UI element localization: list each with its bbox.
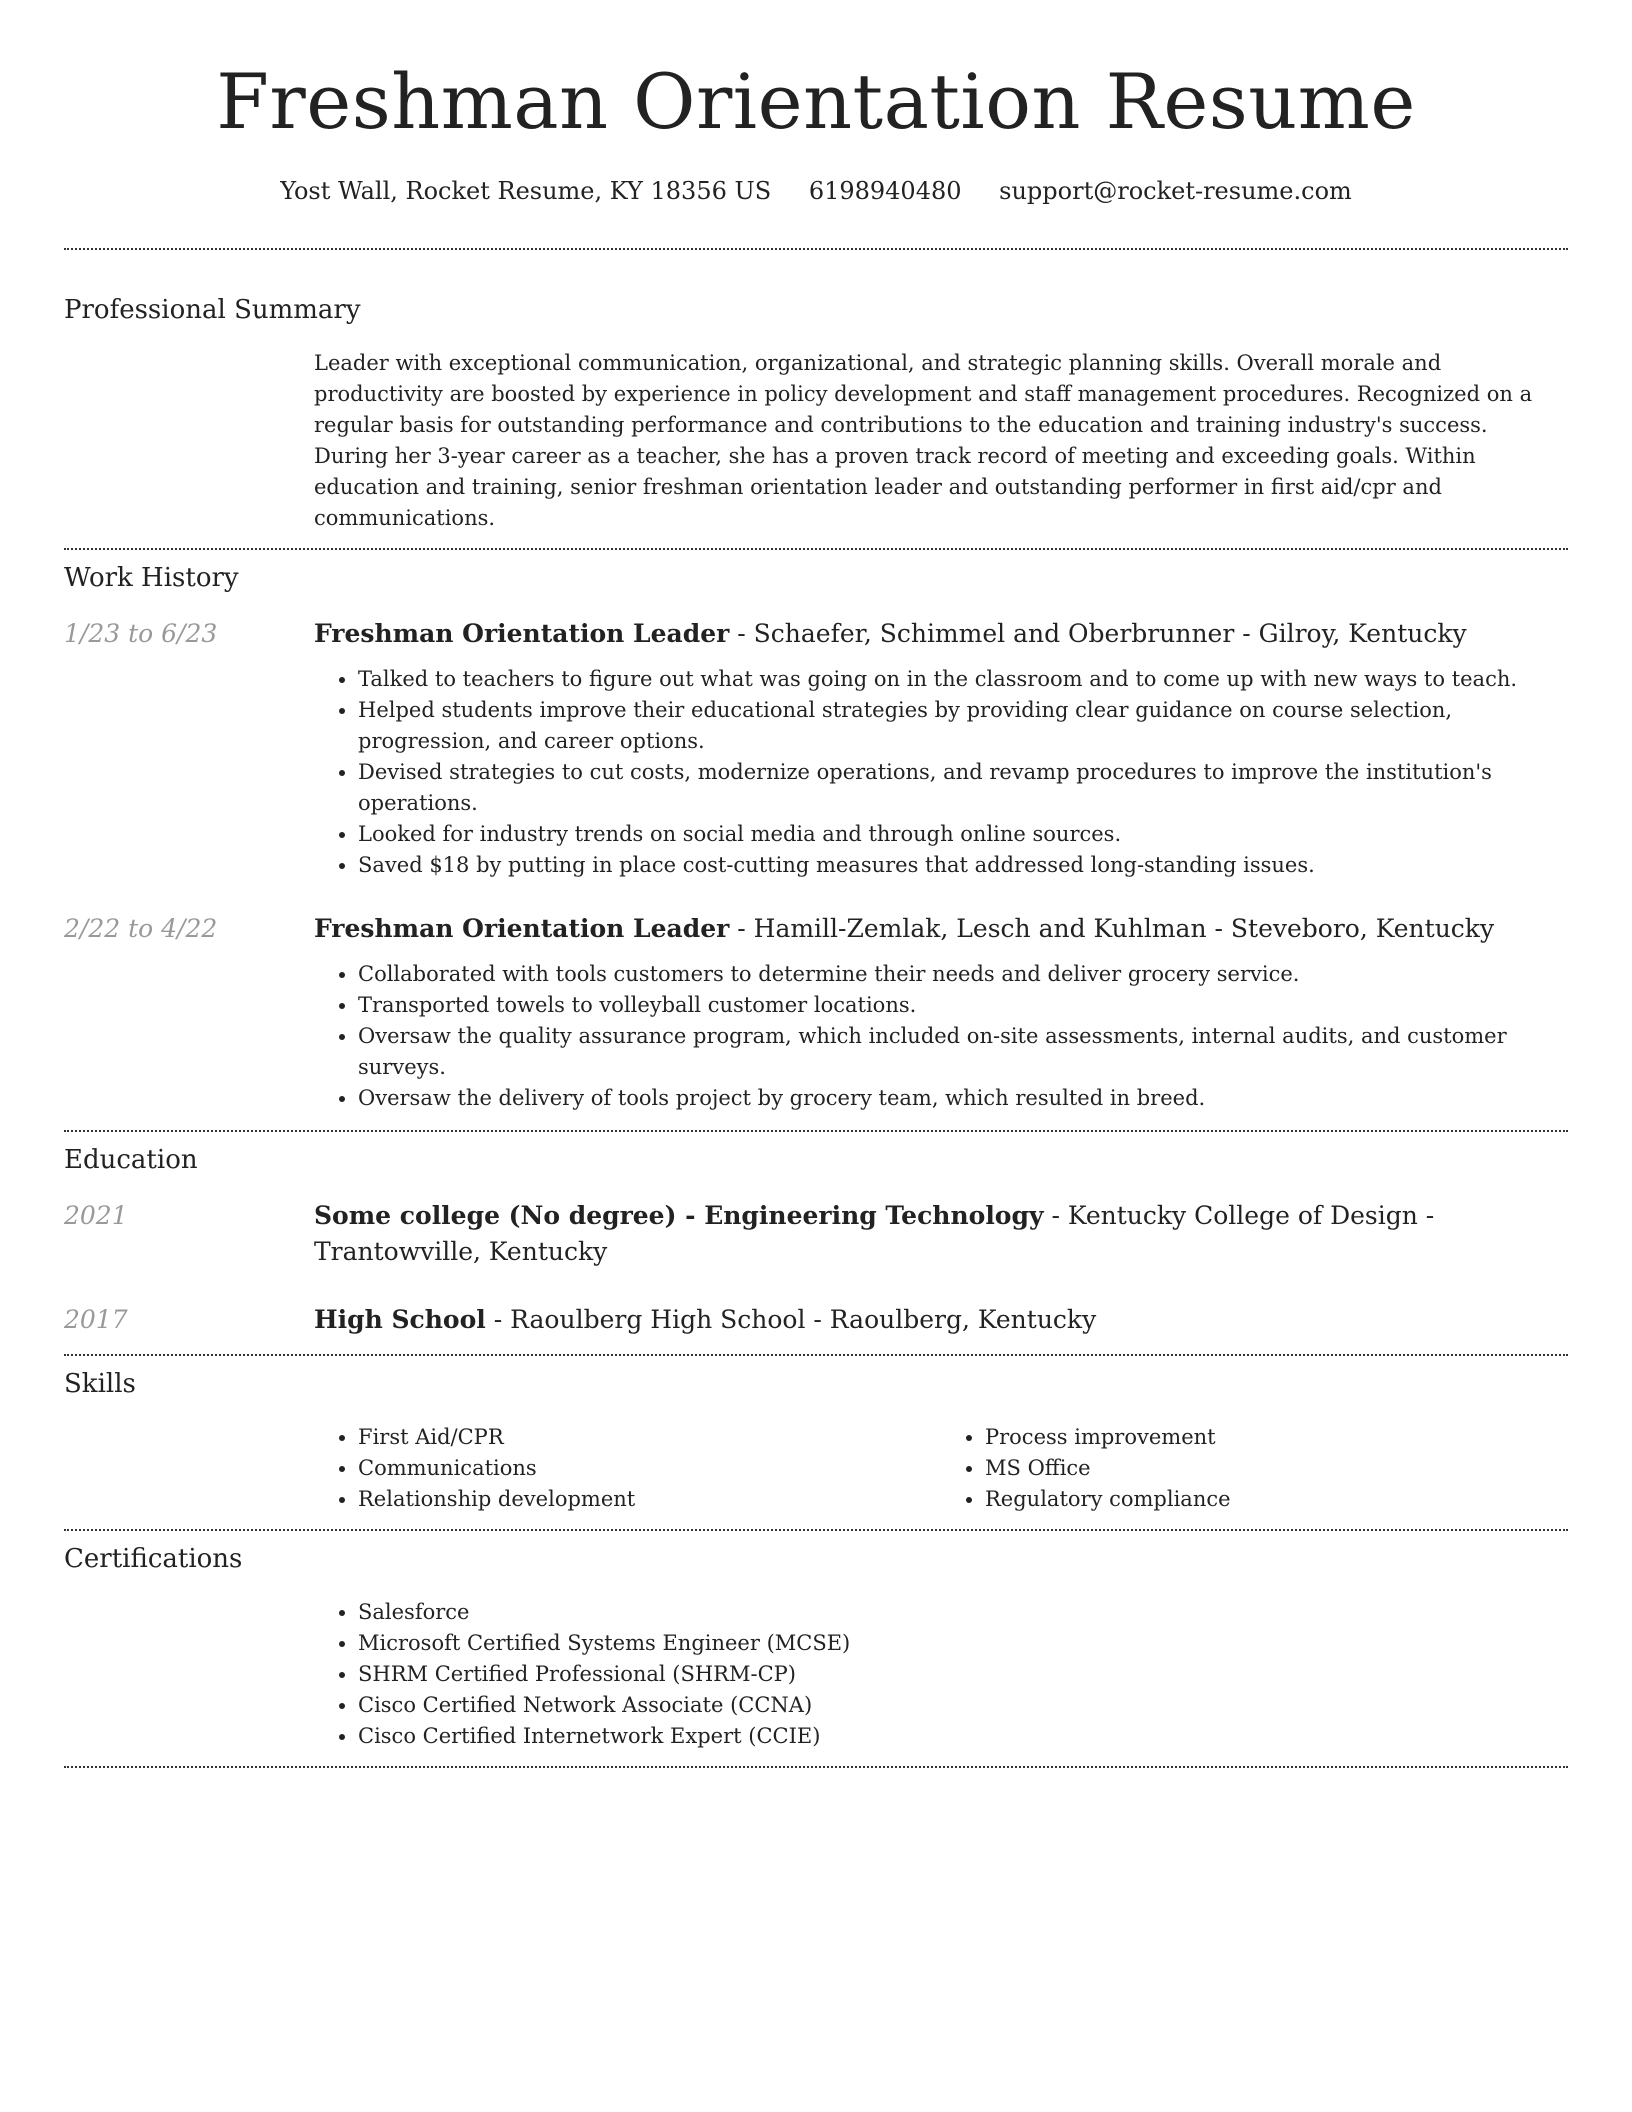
- certification-item: • Microsoft Certified Systems Engineer (MCSE): [358, 1628, 1568, 1659]
- list-item: • Oversaw the delivery of tools project by grocery team, which resulted in breed.: [358, 1083, 1568, 1114]
- certifications-list: [314, 1597, 1568, 1752]
- job-role: Freshman Orientation Leader: [314, 914, 730, 943]
- skills-section: [64, 1366, 1568, 1515]
- list-item: • Talked to teachers to figure out what was going on in the classroom and to come up with new ways to teach.: [358, 664, 1568, 695]
- divider: [64, 248, 1568, 250]
- certification-item: • Cisco Certified Internetwork Expert (CCIE): [358, 1721, 1568, 1752]
- education-entry: [64, 1198, 1568, 1270]
- certifications-section: [64, 1541, 1568, 1752]
- job-dates: 2/22 to 4/22: [64, 914, 218, 943]
- list-item: • Saved $18 by putting in place cost-cutting measures that addressed long-standing issues.: [358, 850, 1568, 881]
- certification-item: • SHRM Certified Professional (SHRM-CP): [358, 1659, 1568, 1690]
- job-bullets: [314, 664, 1568, 881]
- section-title-work: Work History: [64, 563, 239, 593]
- job-entry: [64, 616, 1568, 881]
- job-heading: [314, 616, 1568, 652]
- education-degree: High School: [314, 1305, 486, 1334]
- education-heading: [314, 1198, 1568, 1270]
- job-employer: - Schaefer, Schimmel and Oberbrunner - Gilroy, Kentucky: [729, 619, 1467, 648]
- skill-item: • Regulatory compliance: [985, 1484, 1568, 1515]
- education-degree: Some college (No degree) - Engineering Technology: [314, 1201, 1044, 1230]
- job-dates: 1/23 to 6/23: [64, 619, 218, 648]
- section-title-certifications: Certifications: [64, 1544, 243, 1574]
- education-section: [64, 1142, 1568, 1338]
- certification-item: • Salesforce: [358, 1597, 1568, 1628]
- job-employer: - Hamill-Zemlak, Lesch and Kuhlman - Steveboro, Kentucky: [729, 914, 1495, 943]
- job-bullets: [314, 959, 1568, 1114]
- education-heading: [314, 1302, 1568, 1338]
- skill-item: • Communications: [358, 1453, 941, 1484]
- education-details: - Raoulberg High School - Raoulberg, Kentucky: [485, 1305, 1097, 1334]
- contact-email[interactable]: support@rocket-resume.com: [999, 177, 1352, 205]
- contact-phone: 6198940480: [808, 177, 962, 205]
- divider: [64, 1529, 1568, 1531]
- education-details: - Kentucky College of Design - Trantowville, Kentucky: [314, 1201, 1435, 1266]
- skill-item: • MS Office: [985, 1453, 1568, 1484]
- divider: [64, 1354, 1568, 1356]
- job-heading: [314, 911, 1568, 947]
- summary-text: Leader with exceptional communication, organizational, and strategic planning skills. Overall morale and productivity are boosted by experience in policy development and staff management procedures. Recognized on a regular basis for outstanding performance and contributions to the education and training industry's success. During her 3-year career as a teacher, she has a proven track record of meeting and exceeding goals. Within education and training, senior freshman orientation leader and outstanding performer in first aid/cpr and communications.: [314, 351, 1533, 530]
- section-title-education: Education: [64, 1145, 198, 1175]
- certification-item: • Cisco Certified Network Associate (CCNA): [358, 1690, 1568, 1721]
- divider: [64, 1766, 1568, 1768]
- list-item: • Collaborated with tools customers to determine their needs and deliver grocery service.: [358, 959, 1568, 990]
- section-title-summary: Professional Summary: [64, 295, 361, 325]
- divider: [64, 1130, 1568, 1132]
- job-entry: [64, 911, 1568, 1114]
- list-item: • Oversaw the quality assurance program, which included on-site assessments, internal audits, and customer surveys.: [358, 1021, 1568, 1083]
- skills-list-right: [941, 1422, 1568, 1515]
- skill-item: • Relationship development: [358, 1484, 941, 1515]
- summary-section: [64, 292, 1568, 534]
- contact-line: [64, 174, 1568, 208]
- resume-name: Freshman Orientation Resume: [216, 57, 1416, 146]
- job-role: Freshman Orientation Leader: [314, 619, 730, 648]
- divider: [64, 548, 1568, 550]
- list-item: • Transported towels to volleyball customer locations.: [358, 990, 1568, 1021]
- education-entry: [64, 1302, 1568, 1338]
- education-year: 2021: [64, 1201, 128, 1230]
- skills-list-left: [314, 1422, 941, 1515]
- education-year: 2017: [64, 1305, 128, 1334]
- skill-item: • Process improvement: [985, 1422, 1568, 1453]
- work-history-section: [64, 560, 1568, 1114]
- section-title-skills: Skills: [64, 1369, 136, 1399]
- list-item: • Looked for industry trends on social media and through online sources.: [358, 819, 1568, 850]
- resume-header: [64, 0, 1568, 208]
- list-item: • Helped students improve their educational strategies by providing clear guidance on course selection, progression, and career options.: [358, 695, 1568, 757]
- contact-address: Yost Wall, Rocket Resume, KY 18356 US: [280, 177, 772, 205]
- list-item: • Devised strategies to cut costs, modernize operations, and revamp procedures to improve the institution's operations.: [358, 757, 1568, 819]
- skill-item: • First Aid/CPR: [358, 1422, 941, 1453]
